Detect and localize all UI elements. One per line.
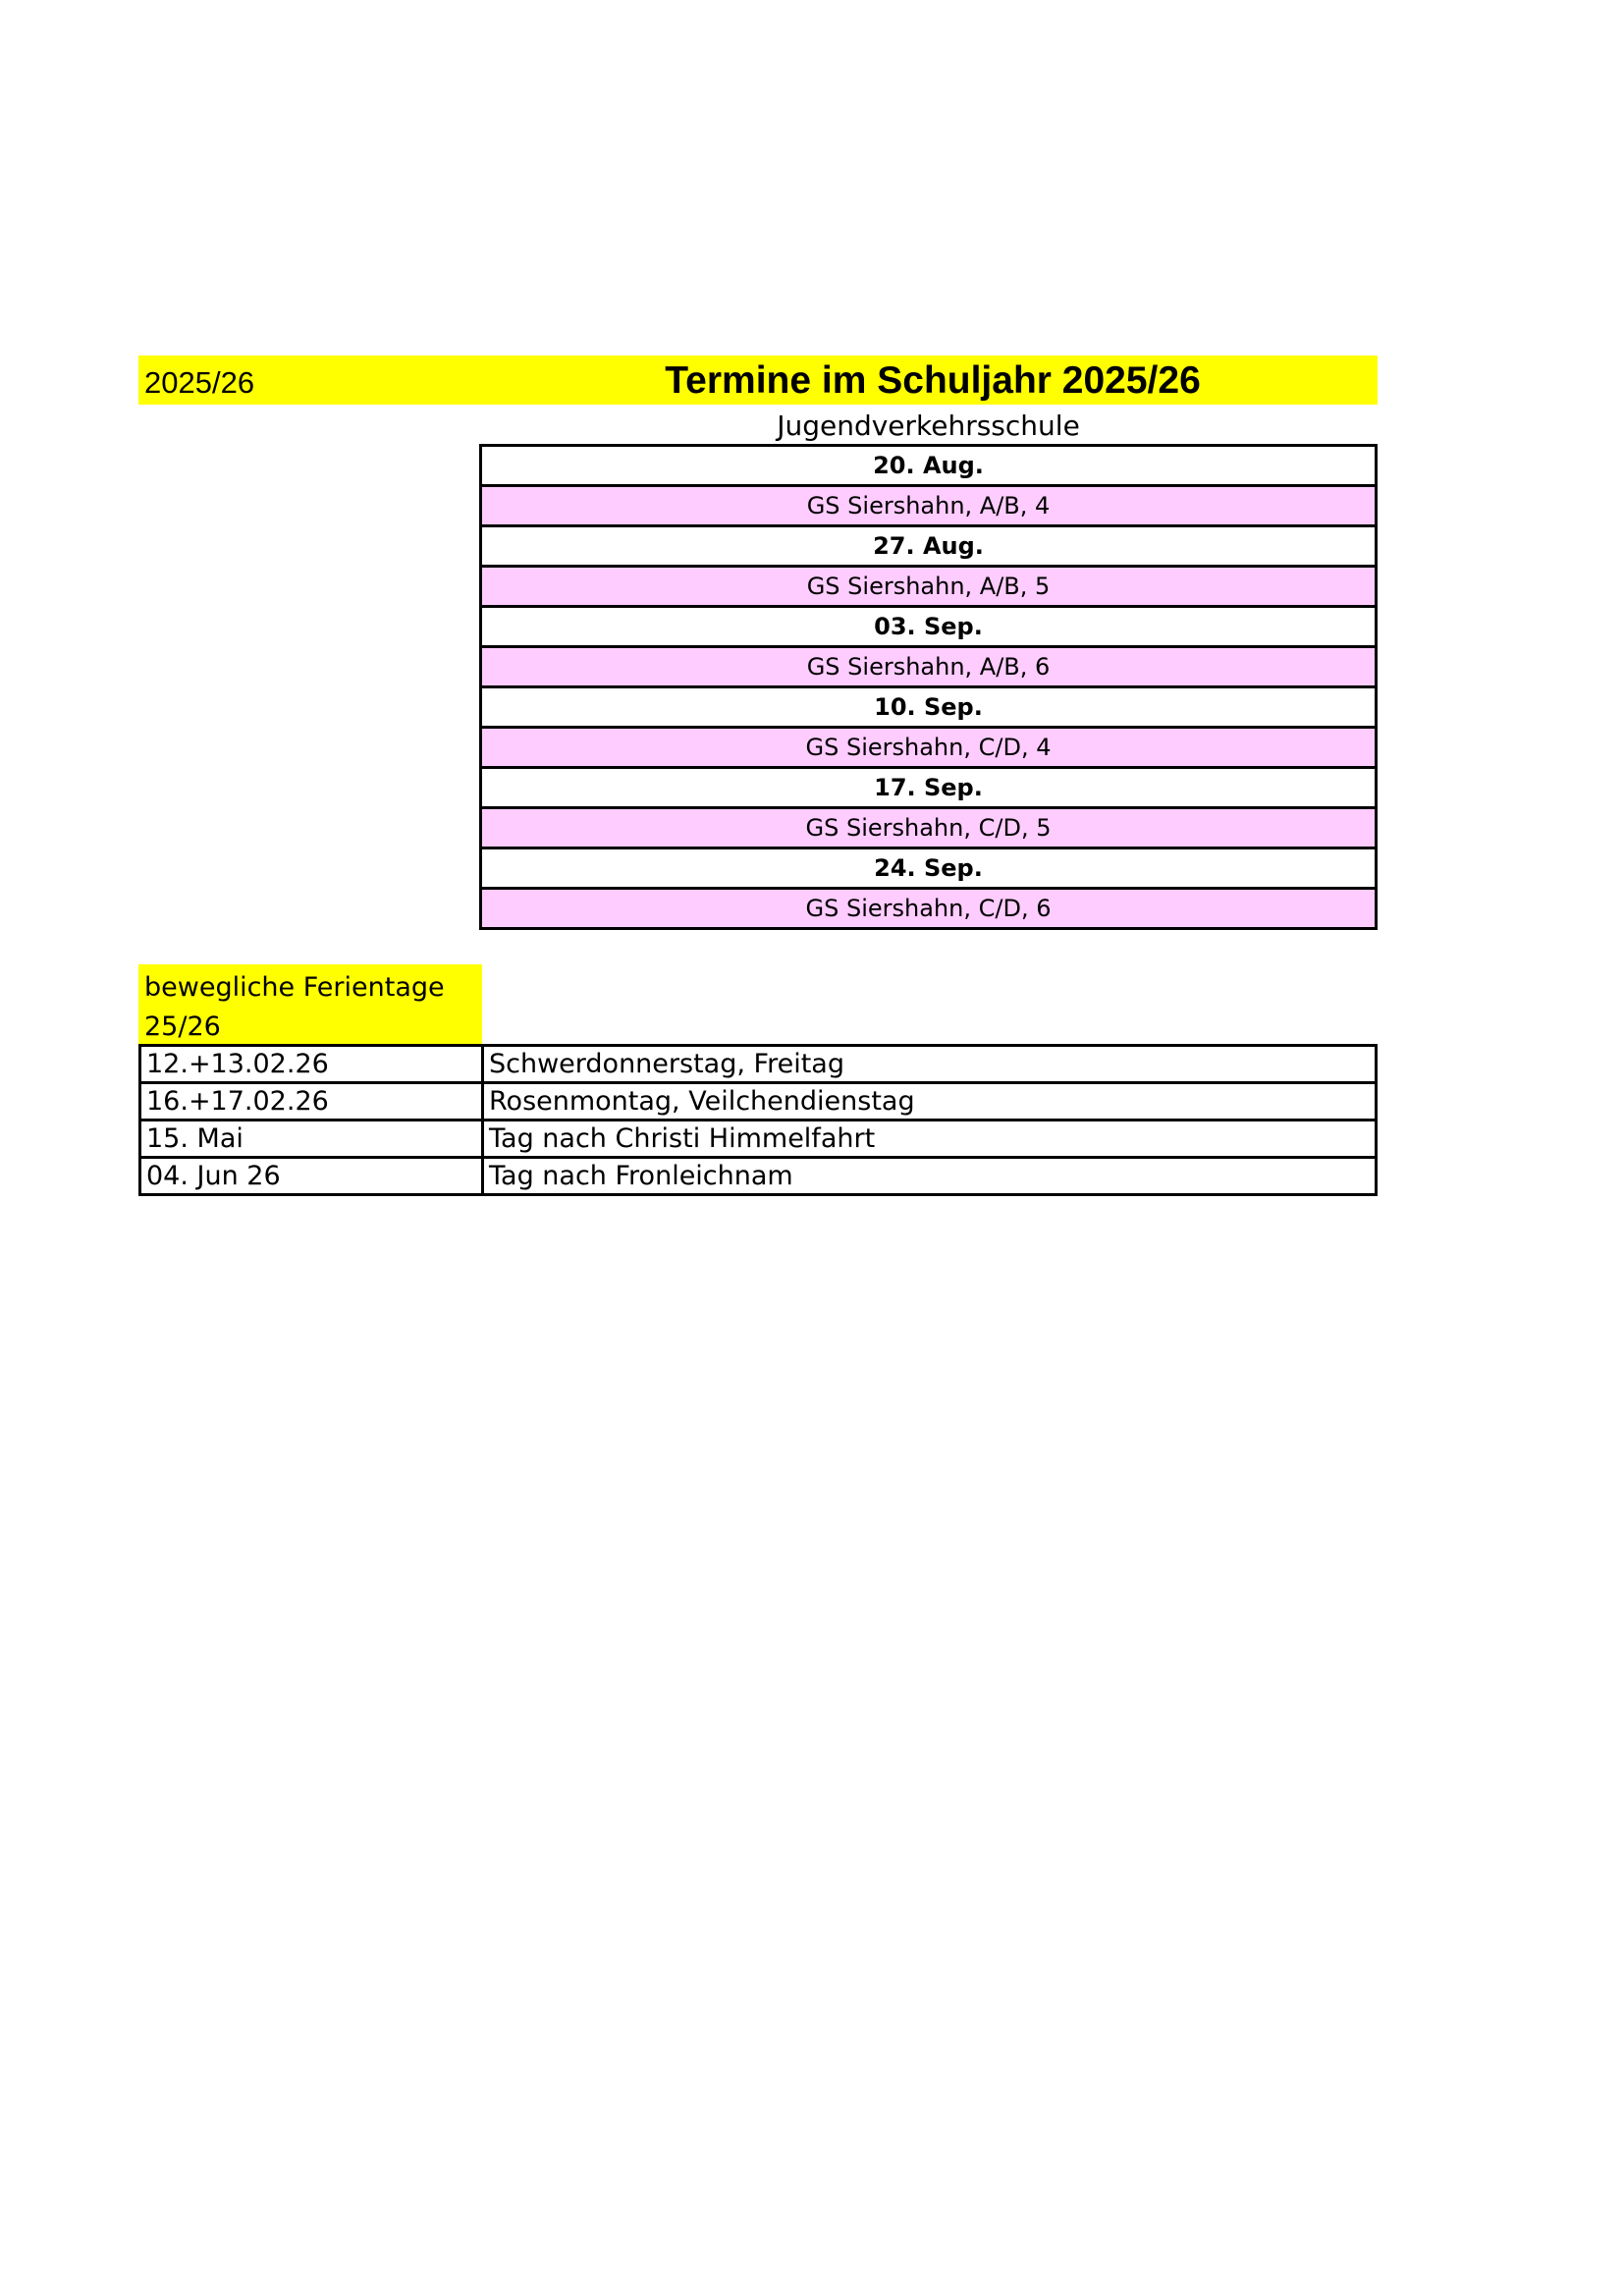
holiday-name-cell: Schwerdonnerstag, Freitag (483, 1046, 1377, 1083)
school-year-label: 2025/26 (144, 365, 255, 400)
table-row (140, 1046, 1377, 1083)
schedule-section-title: Jugendverkehrsschule (777, 410, 1080, 442)
holiday-date-cell: 04. Jun 26 (140, 1158, 483, 1195)
schedule-entry-cell: GS Siershahn, C/D, 5 (482, 809, 1375, 849)
schedule-entry-cell: GS Siershahn, A/B, 4 (482, 487, 1375, 527)
schedule-date-cell: 24. Sep. (482, 849, 1375, 890)
holidays-heading-line2: 25/26 (144, 1011, 221, 1042)
holiday-name-cell: Tag nach Fronleichnam (483, 1158, 1377, 1195)
schedule-entry-cell: GS Siershahn, A/B, 6 (482, 648, 1375, 688)
schedule-entry-cell: GS Siershahn, C/D, 4 (482, 729, 1375, 769)
holiday-date-cell: 16.+17.02.26 (140, 1083, 483, 1121)
schedule-entry-cell: GS Siershahn, C/D, 6 (482, 890, 1375, 927)
holidays-heading-line1: bewegliche Ferientage (144, 972, 445, 1003)
schedule-date-cell: 27. Aug. (482, 527, 1375, 568)
holidays-heading (138, 964, 482, 1045)
table-row (140, 1083, 1377, 1121)
holiday-date-cell: 15. Mai (140, 1121, 483, 1158)
schedule-date-cell: 10. Sep. (482, 688, 1375, 729)
holiday-name-cell: Rosenmontag, Veilchendienstag (483, 1083, 1377, 1121)
holiday-name-cell: Tag nach Christi Himmelfahrt (483, 1121, 1377, 1158)
holidays-table (138, 1044, 1378, 1196)
schedule-date-cell: 03. Sep. (482, 608, 1375, 648)
schedule-entry-cell: GS Siershahn, A/B, 5 (482, 568, 1375, 608)
schedule-table (479, 444, 1378, 930)
holiday-date-cell: 12.+13.02.26 (140, 1046, 483, 1083)
table-row (140, 1158, 1377, 1195)
schedule-date-cell: 20. Aug. (482, 447, 1375, 487)
schedule-date-cell: 17. Sep. (482, 769, 1375, 809)
table-row (140, 1121, 1377, 1158)
page-title: Termine im Schuljahr 2025/26 (665, 359, 1201, 402)
